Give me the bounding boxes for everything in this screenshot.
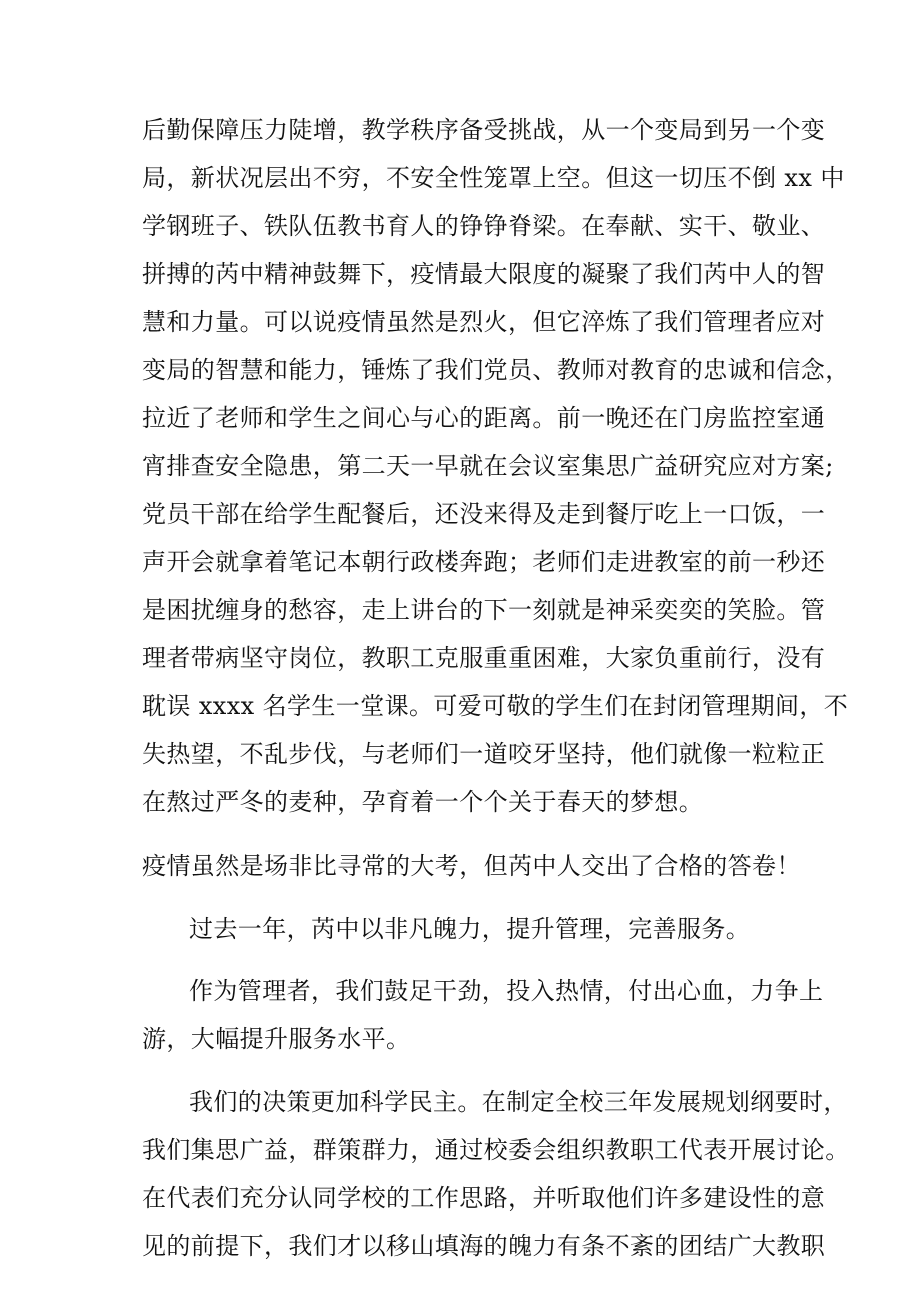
paragraph-line: 见的前提下，我们才以移山填海的魄力有条不紊的团结广大教职 [142,1232,826,1260]
paragraph-line: 我们集思广益，群策群力，通过校委会组织教职工代表开展讨论。 [142,1136,850,1164]
paragraph-line: 过去一年，芮中以非凡魄力，提升管理，完善服务。 [189,915,751,943]
paragraph-line: 拉近了老师和学生之间心与心的距离。前一晚还在门房监控室通 [142,404,826,432]
paragraph-line: 宵排查安全隐患，第二天一早就在会议室集思广益研究应对方案; [142,452,834,480]
paragraph-line: 游，大幅提升服务水平。 [142,1025,411,1053]
paragraph-line: 变局的智慧和能力，锤炼了我们党员、教师对教育的忠诚和信念， [142,356,850,384]
paragraph-line: 是困扰缠身的愁容，走上讲台的下一刻就是神采奕奕的笑脸。管 [142,596,826,624]
paragraph-line: 声开会就拿着笔记本朝行政楼奔跑；老师们走进教室的前一秒还 [142,548,826,576]
paragraph-line: 后勤保障压力陡增，教学秩序备受挑战，从一个变局到另一个变 [142,116,826,144]
paragraph-line: 作为管理者，我们鼓足干劲，投入热情，付出心血，力争上 [189,977,824,1005]
paragraph-line: 拼搏的芮中精神鼓舞下，疫情最大限度的凝聚了我们芮中人的智 [142,260,826,288]
paragraph-line: 党员干部在给学生配餐后，还没来得及走到餐厅吃上一口饭，一 [142,500,826,528]
paragraph-line: 在熬过严冬的麦种，孕育着一个个关于春天的梦想。 [142,788,704,816]
paragraph-line: 慧和力量。可以说疫情虽然是烈火，但它淬炼了我们管理者应对 [142,308,826,336]
paragraph-line: 在代表们充分认同学校的工作思路，并听取他们许多建设性的意 [142,1184,826,1212]
paragraph-line: 失热望，不乱步伐，与老师们一道咬牙坚持，他们就像一粒粒正 [142,740,826,768]
paragraph-line: 我们的决策更加科学民主。在制定全校三年发展规划纲要时， [189,1088,848,1116]
paragraph-line: 疫情虽然是场非比寻常的大考，但芮中人交出了合格的答卷！ [142,852,801,880]
paragraph-line: 理者带病坚守岗位，教职工克服重重困难，大家负重前行，没有 [142,644,826,672]
paragraph-line: 局，新状况层出不穷，不安全性笼罩上空。但这一切压不倒 xx 中 [142,164,845,192]
paragraph-line: 学钢班子、铁队伍教书育人的铮铮脊梁。在奉献、实干、敬业、 [142,212,826,240]
paragraph-line: 耽误 xxxx 名学生一堂课。可爱可敬的学生们在封闭管理期间，不 [142,692,849,720]
